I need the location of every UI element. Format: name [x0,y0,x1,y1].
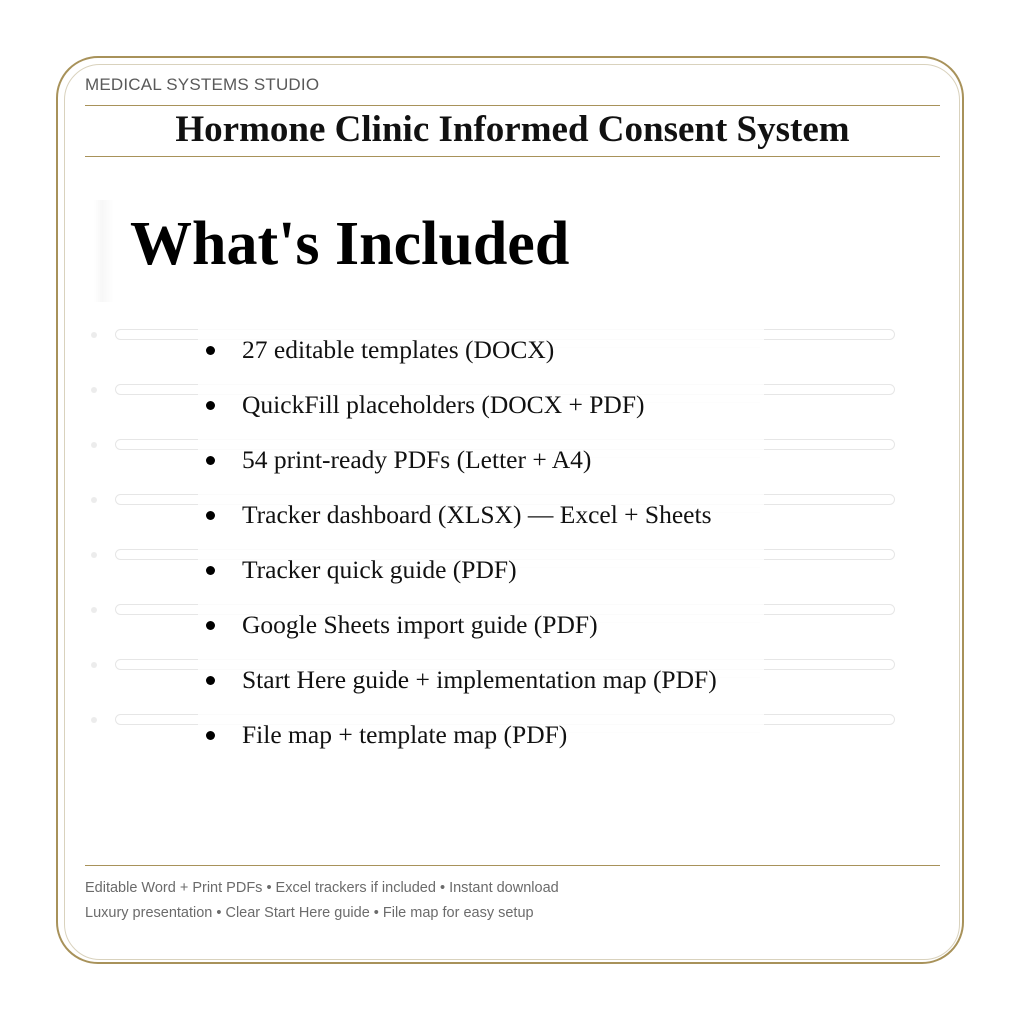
heading-accent-bar [94,200,114,302]
list-item-text: Tracker quick guide (PDF) [242,555,517,584]
bullet-icon [206,511,215,520]
ghost-dot [91,332,97,338]
bullet-icon [206,676,215,685]
list-item-text: 27 editable templates (DOCX) [242,335,555,364]
bullet-icon [206,731,215,740]
ghost-dot [91,552,97,558]
list-item-text: Google Sheets import guide (PDF) [242,610,598,639]
list-item-text: File map + template map (PDF) [242,720,568,749]
footer-line-1: Editable Word + Print PDFs • Excel trackers if included • Instant download [85,880,559,896]
list-item-text: Start Here guide + implementation map (PDF) [242,665,717,694]
list-item [206,663,717,697]
list-item [206,333,554,367]
list-item [206,443,591,477]
list-item [206,553,517,587]
section-heading: What's Included [130,210,570,278]
footer-rule [85,865,940,866]
list-item [206,608,598,642]
ghost-dot [91,497,97,503]
bullet-icon [206,346,215,355]
brand-label: MEDICAL SYSTEMS STUDIO [85,75,320,94]
bullet-icon [206,566,215,575]
footer-line-2: Luxury presentation • Clear Start Here guide • File map for easy setup [85,905,534,921]
ghost-dot [91,662,97,668]
list-item-text: QuickFill placeholders (DOCX + PDF) [242,390,645,419]
system-title: Hormone Clinic Informed Consent System [175,109,850,150]
bullet-icon [206,401,215,410]
ghost-dot [91,442,97,448]
list-item [206,718,567,752]
list-item-text: Tracker dashboard (XLSX) — Excel + Sheets [242,500,712,529]
ghost-dot [91,717,97,723]
ghost-dot [91,607,97,613]
list-item-text: 54 print-ready PDFs (Letter + A4) [242,445,592,474]
header-bottom-rule [85,156,940,157]
bullet-icon [206,621,215,630]
header-top-rule [85,105,940,106]
list-item [206,388,645,422]
ghost-dot [91,387,97,393]
list-item [206,498,712,532]
bullet-icon [206,456,215,465]
